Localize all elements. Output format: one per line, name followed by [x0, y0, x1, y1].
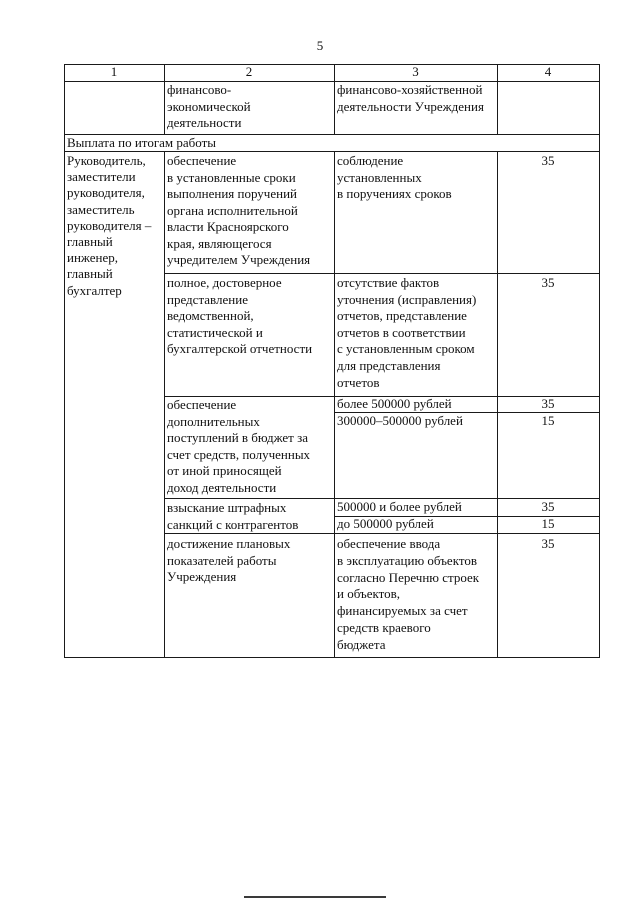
continuation-criteria: финансово-хозяйственной деятельности Учреждения [337, 82, 484, 114]
points-cell: 35 [541, 275, 555, 290]
table-rule [334, 151, 335, 658]
table-rule [164, 273, 600, 274]
indicator-cell: достижение плановых показателей работы Учреждения [167, 536, 291, 584]
header-cell-4: 4 [544, 64, 552, 79]
position-holders: Руководитель, заместители руководителя, заместитель руководителя – главный инженер, главный бухгалтер [67, 153, 152, 298]
points-cell: 15 [541, 516, 555, 531]
indicator-cell: обеспечение в установленные сроки выполнения поручений органa исполнительной власти Красноярского края, являющегося учредителем Учреждения [167, 153, 311, 267]
table-rule [64, 657, 600, 658]
criterion-cell: более 500000 рублей [337, 396, 452, 411]
criterion-cell: до 500000 рублей [337, 516, 434, 531]
table-rule [164, 533, 600, 534]
points-cell: 15 [541, 413, 555, 428]
header-cell-1: 1 [110, 64, 118, 79]
indicator-cell: полное, достоверное представление ведомственной, статистической и бухгалтерской отчетности [167, 275, 313, 356]
table-rule [64, 81, 600, 82]
page-number: 5 [316, 38, 324, 53]
header-cell-2: 2 [245, 64, 253, 79]
table-rule [64, 64, 65, 658]
points-cell: 35 [541, 153, 555, 168]
table-rule [164, 151, 165, 658]
points-cell: 35 [541, 536, 555, 551]
footer-rule [244, 896, 386, 898]
criterion-cell: соблюдение установленных в поручениях сроков [337, 153, 452, 201]
criterion-cell: обеспечение ввода в эксплуатацию объектов согласно Перечню строек и объектов, финансируемых за счет средств краевого бюджета [337, 536, 480, 652]
table-rule [599, 64, 600, 658]
continuation-indicator: финансово- экономической деятельности [167, 82, 251, 130]
section-title: Выплата по итогам работы [67, 135, 217, 150]
indicator-cell: обеспечение дополнительных поступлений в бюджет за счет средств, полученных от иной приносящей доход деятельности [167, 397, 311, 495]
criterion-cell: 300000–500000 рублей [337, 413, 463, 428]
points-cell: 35 [541, 396, 555, 411]
points-cell: 35 [541, 499, 555, 514]
criterion-cell: отсутствие фактов уточнения (исправления) отчетов, представление отчетов в соответствии с установленным сроком для представления отчетов [337, 275, 477, 390]
indicator-cell: взыскание штрафных санкций с контрагентов [167, 500, 299, 532]
header-cell-3: 3 [412, 64, 419, 79]
criterion-cell: 500000 и более рублей [337, 499, 462, 514]
